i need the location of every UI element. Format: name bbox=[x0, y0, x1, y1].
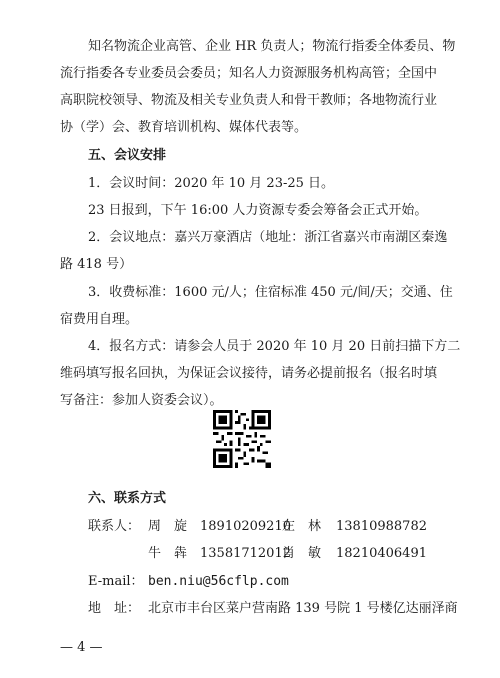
paragraph-line: 协（学）会、教育培训机构、媒体代表等。 bbox=[60, 120, 308, 135]
page-number: — 4 — bbox=[60, 640, 103, 655]
meeting-time-note: 23 日报到，下午 16:00 人力资源专委会筹备会正式开始。 bbox=[88, 203, 428, 218]
registration-cont: 维码填写报名回执，为保证会议接待，请务必提前报名（报名时填 bbox=[60, 366, 438, 381]
qr-code-icon[interactable] bbox=[213, 410, 271, 468]
contact-phone: 13581712012 bbox=[200, 546, 291, 561]
fee-standard: 3．收费标准：1600 元/人；住宿标准 450 元/间/天；交通、住 bbox=[88, 285, 453, 300]
address-text: 北京市丰台区菜户营南路 139 号院 1 号楼亿达丽泽商 bbox=[148, 601, 458, 616]
meeting-time: 1．会议时间：2020 年 10 月 23-25 日。 bbox=[88, 176, 335, 191]
contact-phone: 13810988782 bbox=[336, 519, 427, 534]
fee-standard-cont: 宿费用自理。 bbox=[60, 312, 139, 327]
contacts-label: 联系人： bbox=[88, 519, 141, 534]
contact-name: 肖 敏 bbox=[282, 546, 322, 561]
address-label: 地 址： bbox=[88, 601, 141, 616]
registration-cont: 写备注：参加人资委会议）。 bbox=[60, 393, 223, 408]
section-heading-contact: 六、联系方式 bbox=[88, 491, 167, 506]
contact-name: 周 旋 bbox=[148, 519, 188, 534]
section-heading-meeting: 五、会议安排 bbox=[88, 148, 167, 163]
meeting-venue-cont: 路 418 号） bbox=[60, 257, 133, 272]
contact-name: 牛 犇 bbox=[148, 546, 188, 561]
paragraph-line: 高职院校领导、物流及相关专业负责人和骨干教师；各地物流行业 bbox=[60, 93, 438, 108]
registration: 4．报名方式：请参会人员于 2020 年 10 月 20 日前扫描下方二 bbox=[88, 339, 461, 354]
contact-name: 左 林 bbox=[282, 519, 322, 534]
meeting-venue: 2．会议地点：嘉兴万豪酒店（地址：浙江省嘉兴市南湖区秦逸 bbox=[88, 230, 448, 245]
email-link[interactable]: ben.niu@56cflp.com bbox=[148, 574, 289, 589]
contact-phone: 18210406491 bbox=[336, 546, 427, 561]
contact-phone: 18910209210 bbox=[200, 519, 291, 534]
paragraph-line: 知名物流企业高管、企业 HR 负责人；物流行指委全体委员、物 bbox=[88, 39, 456, 54]
email-label: E-mail： bbox=[88, 574, 144, 589]
paragraph-line: 流行指委各专业委员会委员；知名人力资源服务机构高管；全国中 bbox=[60, 66, 438, 81]
